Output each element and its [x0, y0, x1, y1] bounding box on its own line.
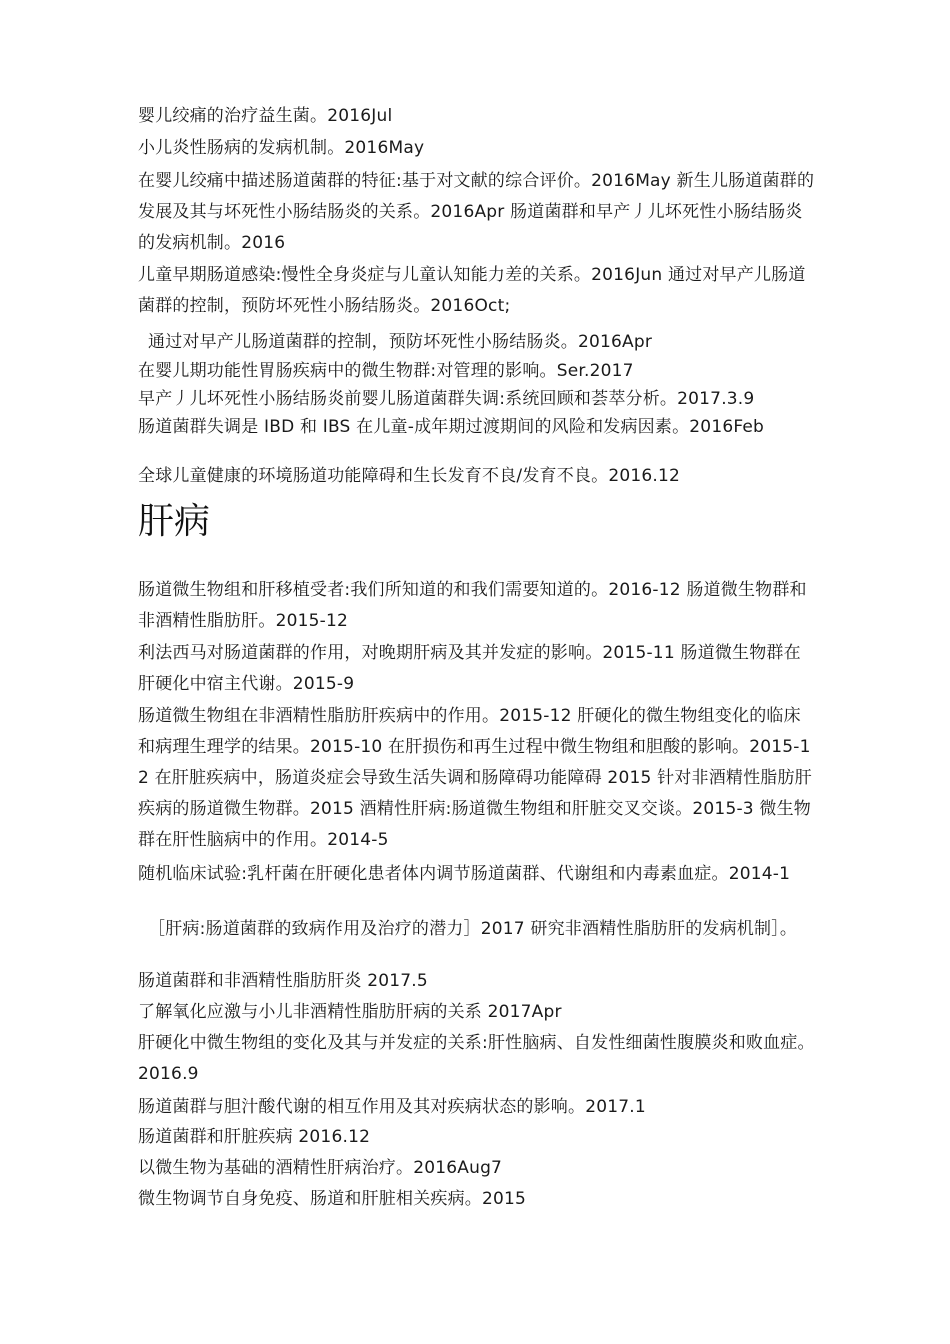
paragraph: 肠道菌群和肝脏疾病 2016.12	[138, 1127, 371, 1147]
paragraph: 通过对早产儿肠道菌群的控制，预防坏死性小肠结肠炎。2016Apr	[148, 332, 653, 352]
paragraph: 利法西马对肠道菌群的作用，对晚期肝病及其并发症的影响。2015-11 肠道微生物群在肝硬化中宿主代谢。2015-9	[138, 643, 801, 694]
paragraph: 在婴儿绞痛中描述肠道菌群的特征:基于对文献的综合评价。2016May 新生儿肠道菌群的发展及其与坏死性小肠结肠炎的关系。2016Apr 肠道菌群和早产丿儿坏死性小肠结肠炎的发病机制。2016	[138, 171, 815, 253]
paragraph: 肠道菌群失调是 IBD 和 IBS 在儿童-成年期过渡期间的风险和发病因素。2016Feb	[138, 417, 765, 437]
paragraph: 在婴儿期功能性胃肠疾病中的微生物群:对管理的影响。Ser.2017	[138, 361, 634, 381]
paragraph: 肠道菌群和非酒精性脂肪肝炎 2017.5	[138, 971, 428, 991]
paragraph: 全球儿童健康的环境肠道功能障碍和生长发育不良/发育不良。2016.12	[138, 466, 681, 486]
section-heading: 肝病	[138, 501, 211, 542]
paragraph: ［肝病:肠道菌群的致病作用及治疗的潜力］2017 研究非酒精性脂肪肝的发病机制］。	[148, 919, 798, 939]
paragraph: 肠道菌群与胆汁酸代谢的相互作用及其对疾病状态的影响。2017.1	[138, 1097, 646, 1117]
paragraph: 婴儿绞痛的治疗益生菌。2016Jul	[138, 106, 393, 126]
paragraph: 小儿炎性肠病的发病机制。2016May	[138, 138, 425, 158]
paragraph: 随机临床试验:乳杆菌在肝硬化患者体内调节肠道菌群、代谢组和内毒素血症。2014-1	[138, 864, 791, 884]
paragraph: 肠道微生物组在非酒精性脂肪肝疾病中的作用。2015-12 肝硬化的微生物组变化的临床和病理生理学的结果。2015-10 在肝损伤和再生过程中微生物组和胆酸的影响。2015-12 在肝脏疾病中，肠道炎症会导致生活失调和肠障碍功能障碍 2015 针对非酒精性脂肪肝疾病的肠道微生物群。2015 酒精性肝病:肠道微生物组和肝脏交叉交谈。2015-3 微生物群在肝性脑病中的作用。2014-5	[138, 706, 812, 850]
paragraph: 了解氧化应激与小儿非酒精性脂肪肝病的关系 2017Apr	[138, 1002, 562, 1022]
paragraph: 早产丿儿坏死性小肠结肠炎前婴儿肠道菌群失调:系统回顾和荟萃分析。2017.3.9	[138, 389, 755, 409]
paragraph: 以微生物为基础的酒精性肝病治疗。2016Aug7	[138, 1158, 503, 1178]
paragraph: 儿童早期肠道感染:慢性全身炎症与儿童认知能力差的关系。2016Jun 通过对早产儿肠道菌群的控制，预防坏死性小肠结肠炎。2016Oct;	[138, 265, 806, 316]
paragraph: 肠道微生物组和肝移植受者:我们所知道的和我们需要知道的。2016-12 肠道微生物群和非酒精性脂肪肝。2015-12	[138, 580, 807, 631]
paragraph: 微生物调节自身免疫、肠道和肝脏相关疾病。2015	[138, 1189, 527, 1209]
paragraph: 肝硬化中微生物组的变化及其与并发症的关系:肝性脑病、自发性细菌性腹膜炎和败血症。2016.9	[138, 1033, 815, 1084]
